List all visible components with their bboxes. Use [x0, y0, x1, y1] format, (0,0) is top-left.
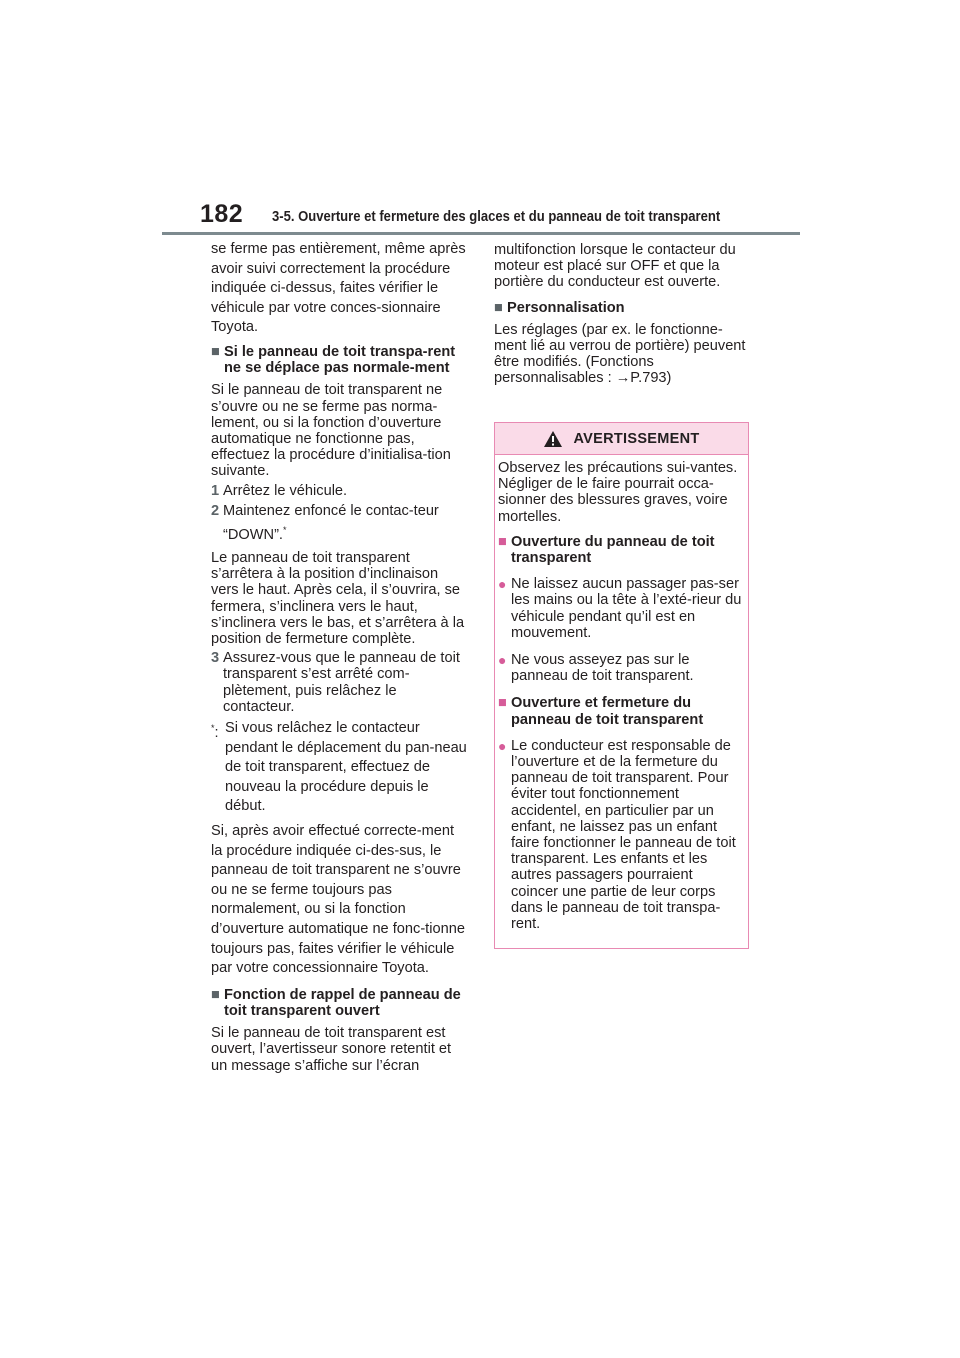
round-bullet-icon: ● — [498, 652, 507, 669]
bullet-item — [498, 738, 742, 932]
step-text — [223, 502, 469, 546]
subheading — [211, 344, 469, 376]
bullet-text: Ne vous asseyez pas sur le panneau de toit transparent. — [511, 652, 694, 685]
reference-arrow-icon: → — [615, 370, 631, 387]
step-number: 3 — [211, 650, 220, 667]
warning-header — [495, 423, 748, 455]
subheading — [494, 300, 752, 316]
paragraph — [494, 322, 752, 387]
paragraph: Si le panneau de toit transparent est ouvert, l’avertisseur sonore retentit et un message s’affiche sur l’écran — [211, 1025, 452, 1074]
square-bullet-icon: ■ — [498, 695, 507, 712]
square-bullet-icon: ■ — [498, 533, 507, 550]
footnote-marker: * — [211, 723, 215, 734]
paragraph: Si le panneau de toit transparent ne s’ouvre ou ne se ferme pas norma-lement, ou si la fonction d’ouverture automatique ne fonctionne pas, effectuez la procédure d’initialisa-tion suivante. — [211, 382, 451, 480]
step-text-body: Maintenez enfoncé le contac-teur “DOWN”. — [223, 502, 439, 544]
subheading — [498, 534, 742, 566]
subheading-text: Ouverture du panneau de toit transparent — [511, 533, 715, 567]
bullet-item — [498, 652, 742, 684]
footnote: *: Si vous relâchez le contacteur pendant le déplacement du pan-neau de toit transparent, effectuez de nouveau la procédure depuis le début. — [211, 719, 469, 817]
warning-body — [495, 455, 748, 932]
section-title: 3-5. Ouverture et fermeture des glaces et du panneau de toit transparent — [272, 209, 721, 225]
subheading-text: Ouverture et fermeture du panneau de toit transparent — [511, 695, 704, 728]
paragraph: se ferme pas entièrement, même après avoir suivi correctement la procédure indiquée ci-dessus, faites vérifier le véhicule par votre conces-sionnaire Toyota. — [211, 241, 466, 336]
step-text: Assurez-vous que le panneau de toit transparent s’est arrêté com-plètement, puis relâchez le contacteur. — [223, 650, 460, 715]
subheading-text: Fonction de rappel de panneau de toit transparent ouvert — [224, 986, 461, 1019]
paragraph: multifonction lorsque le contacteur du moteur est placé sur OFF et que la portière du conducteur est ouverte. — [494, 242, 736, 291]
step-item — [211, 502, 469, 546]
step-text: Arrêtez le véhicule. — [223, 482, 348, 499]
right-column — [494, 242, 752, 387]
bullet-text: Le conducteur est responsable de l’ouverture et de la fermeture du panneau de toit transparent. Pour éviter tout fonctionnement accidentel, en particulier par un enfant, ne laissez pas un enfant faire fonctionner le panneau de toit transparent. Les enfants et les autres passagers pourraient coincer une partie de leur corps dans le panneau de toit transpa-rent. — [511, 737, 736, 933]
bullet-item — [498, 576, 742, 641]
footnote-marker: * — [282, 525, 287, 536]
warning-box — [494, 422, 749, 949]
paragraph-text: Les réglages (par ex. le fonctionne-ment lié au verrou de portière) peuvent être modifiés. (Fonctions personnalisables : — [494, 321, 746, 387]
subheading — [211, 987, 469, 1019]
round-bullet-icon: ● — [498, 576, 507, 593]
step-number: 1 — [211, 482, 220, 499]
square-bullet-icon: ■ — [494, 299, 503, 316]
footnote-text: Si vous relâchez le contacteur pendant le déplacement du pan-neau de toit transparent, effectuez de nouveau la procédure depuis le début. — [225, 720, 467, 815]
bullet-text: Ne laissez aucun passager pas-ser les mains ou la tête à l’exté-rieur du véhicule pendant qu’il est en mouvement. — [511, 576, 742, 641]
header-rule — [162, 232, 800, 235]
subheading-text: Si le panneau de toit transpa-rent ne se déplace pas normale-ment — [224, 343, 456, 377]
subheading-text: Personnalisation — [507, 299, 625, 316]
round-bullet-icon: ● — [498, 737, 507, 754]
step-item — [211, 650, 469, 715]
warning-triangle-icon — [543, 430, 563, 448]
paragraph: Le panneau de toit transparent s’arrêtera à la position d’inclinaison vers le haut. Après cela, il s’ouvrira, se fermera, s’inclinera vers le haut, s’inclinera vers le bas, et s’arrêtera à la position de fermeture complète. — [211, 549, 465, 647]
page-number: 182 — [200, 200, 244, 228]
warning-title: AVERTISSEMENT — [573, 430, 700, 447]
step-item — [211, 483, 469, 499]
paragraph: Si, après avoir effectué correcte-ment la procédure indiquée ci-des-sus, le panneau de toit transparent ne s’ouvre ou ne se ferme toujours pas normalement, ou si la fonction d’ouverture automatique ne fonc-tionne toujours pas, faites vérifier le véhicule par votre concessionnaire Toyota. — [211, 822, 465, 977]
square-bullet-icon: ■ — [211, 343, 220, 360]
left-column — [211, 240, 469, 1074]
step-number: 2 — [211, 502, 220, 519]
square-bullet-icon: ■ — [211, 986, 220, 1003]
subheading — [498, 695, 742, 727]
page-reference-link[interactable]: P.793) — [630, 370, 672, 387]
warning-intro: Observez les précautions sui-vantes. Négliger de le faire pourrait occa-sionner des blessures graves, voire mortelles. — [498, 460, 738, 525]
